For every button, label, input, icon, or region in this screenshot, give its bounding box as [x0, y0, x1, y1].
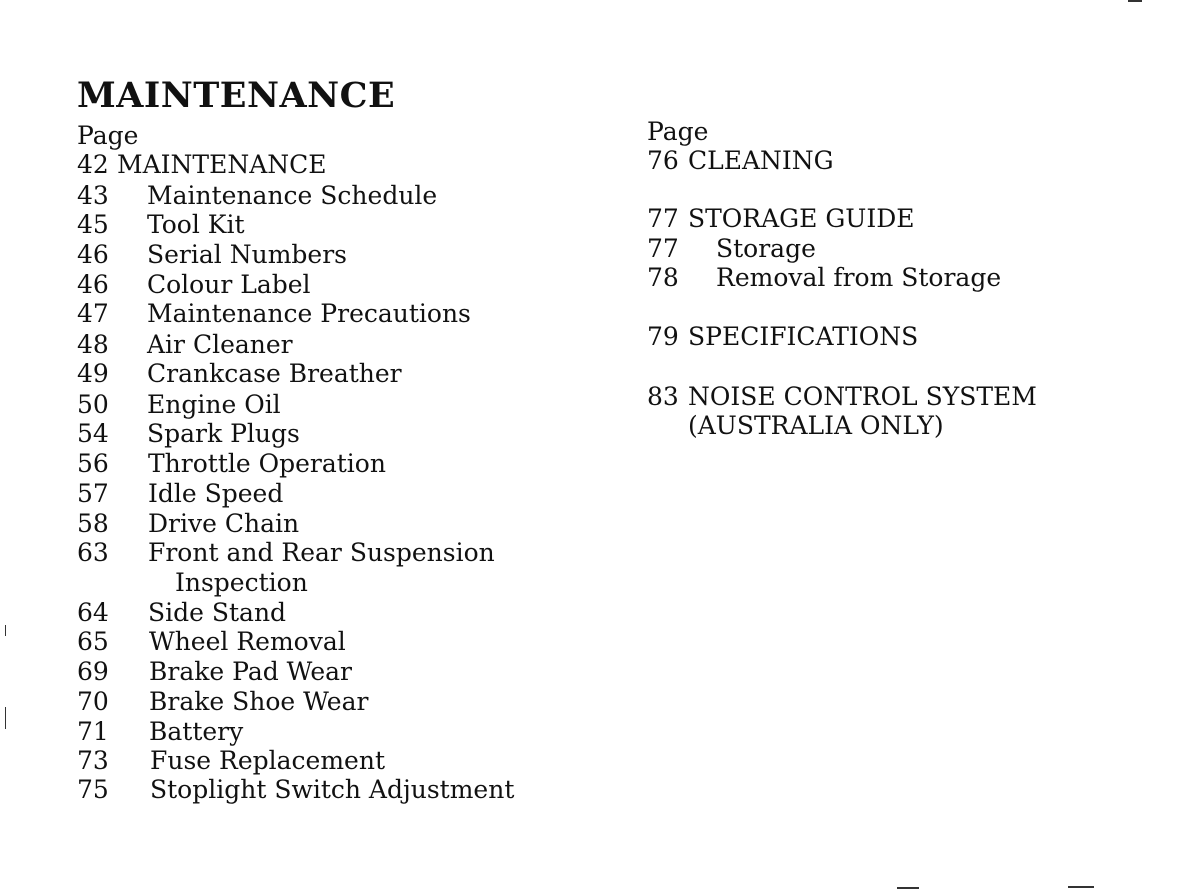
toc-page-number: 63: [77, 538, 109, 567]
toc-entry-title: Crankcase Breather: [147, 359, 402, 388]
scan-mark: [897, 887, 919, 889]
toc-page-number: 64: [77, 598, 109, 627]
toc-entry-title: Spark Plugs: [147, 419, 300, 448]
toc-page-number: 58: [77, 509, 109, 538]
toc-page-number: 65: [77, 627, 109, 656]
toc-page-number: 45: [77, 210, 109, 239]
toc-entry-title: Side Stand: [148, 598, 287, 627]
toc-entry-title: Battery: [149, 717, 244, 746]
toc-entry-title: CLEANING: [688, 146, 834, 175]
toc-page-number: 83: [647, 382, 679, 411]
toc-page-number: 76: [647, 146, 679, 175]
toc-entry-title: Removal from Storage: [716, 263, 1002, 292]
toc-page-number: 50: [77, 390, 109, 419]
toc-page-number: 70: [77, 687, 109, 716]
page-title: MAINTENANCE: [77, 75, 396, 116]
toc-entry-title: NOISE CONTROL SYSTEM: [688, 382, 1037, 411]
toc-entry-title: Throttle Operation: [148, 449, 386, 478]
scan-mark: [1128, 0, 1142, 2]
toc-page-number: 77: [647, 204, 679, 233]
toc-page-number: 75: [77, 775, 109, 804]
toc-page-number: 47: [77, 299, 109, 328]
toc-entry-title: STORAGE GUIDE: [688, 204, 915, 233]
toc-page-number: 57: [77, 479, 109, 508]
toc-entry-title: Engine Oil: [147, 390, 281, 419]
toc-entry-title: Idle Speed: [148, 479, 284, 508]
toc-entry-title: Colour Label: [147, 270, 311, 299]
toc-entry-title: Brake Pad Wear: [149, 657, 352, 686]
toc-entry-title: SPECIFICATIONS: [688, 322, 919, 351]
toc-entry-title: Tool Kit: [147, 210, 245, 239]
toc-page-number: 54: [77, 419, 109, 448]
toc-entry-title: Fuse Replacement: [150, 746, 385, 775]
toc-page-number: 69: [77, 657, 109, 686]
toc-entry-title: Air Cleaner: [147, 330, 293, 359]
toc-page-number: 56: [77, 449, 109, 478]
page-label: Page: [77, 121, 139, 150]
toc-page-number: 71: [77, 717, 109, 746]
toc-entry-continuation: Inspection: [175, 568, 308, 597]
page-label: Page: [647, 117, 709, 146]
toc-entry-title: Storage: [716, 234, 816, 263]
toc-entry-title: Brake Shoe Wear: [149, 687, 369, 716]
toc-entry-title: Wheel Removal: [149, 627, 346, 656]
toc-page-number: 46: [77, 240, 109, 269]
toc-entry-title: Serial Numbers: [147, 240, 347, 269]
toc-page-number: 78: [647, 263, 679, 292]
toc-entry-title: Front and Rear Suspension: [148, 538, 495, 567]
toc-page-number: 42: [77, 150, 109, 179]
toc-page-number: 46: [77, 270, 109, 299]
scan-mark: [5, 625, 6, 636]
toc-page-number: 48: [77, 330, 109, 359]
toc-entry-title: Maintenance Schedule: [147, 181, 438, 210]
toc-entry-title: Stoplight Switch Adjustment: [150, 775, 515, 804]
scan-mark: [5, 707, 6, 729]
toc-page-number: 77: [647, 234, 679, 263]
toc-page-number: 43: [77, 181, 109, 210]
toc-page-number: 73: [77, 746, 109, 775]
toc-entry-title: Maintenance Precautions: [147, 299, 471, 328]
toc-entry-title: Drive Chain: [148, 509, 300, 538]
scan-mark: [1068, 886, 1094, 888]
toc-page-number: 79: [647, 322, 679, 351]
toc-entry-title: MAINTENANCE: [117, 150, 327, 179]
toc-page-number: 49: [77, 359, 109, 388]
toc-entry-continuation: (AUSTRALIA ONLY): [688, 411, 944, 440]
